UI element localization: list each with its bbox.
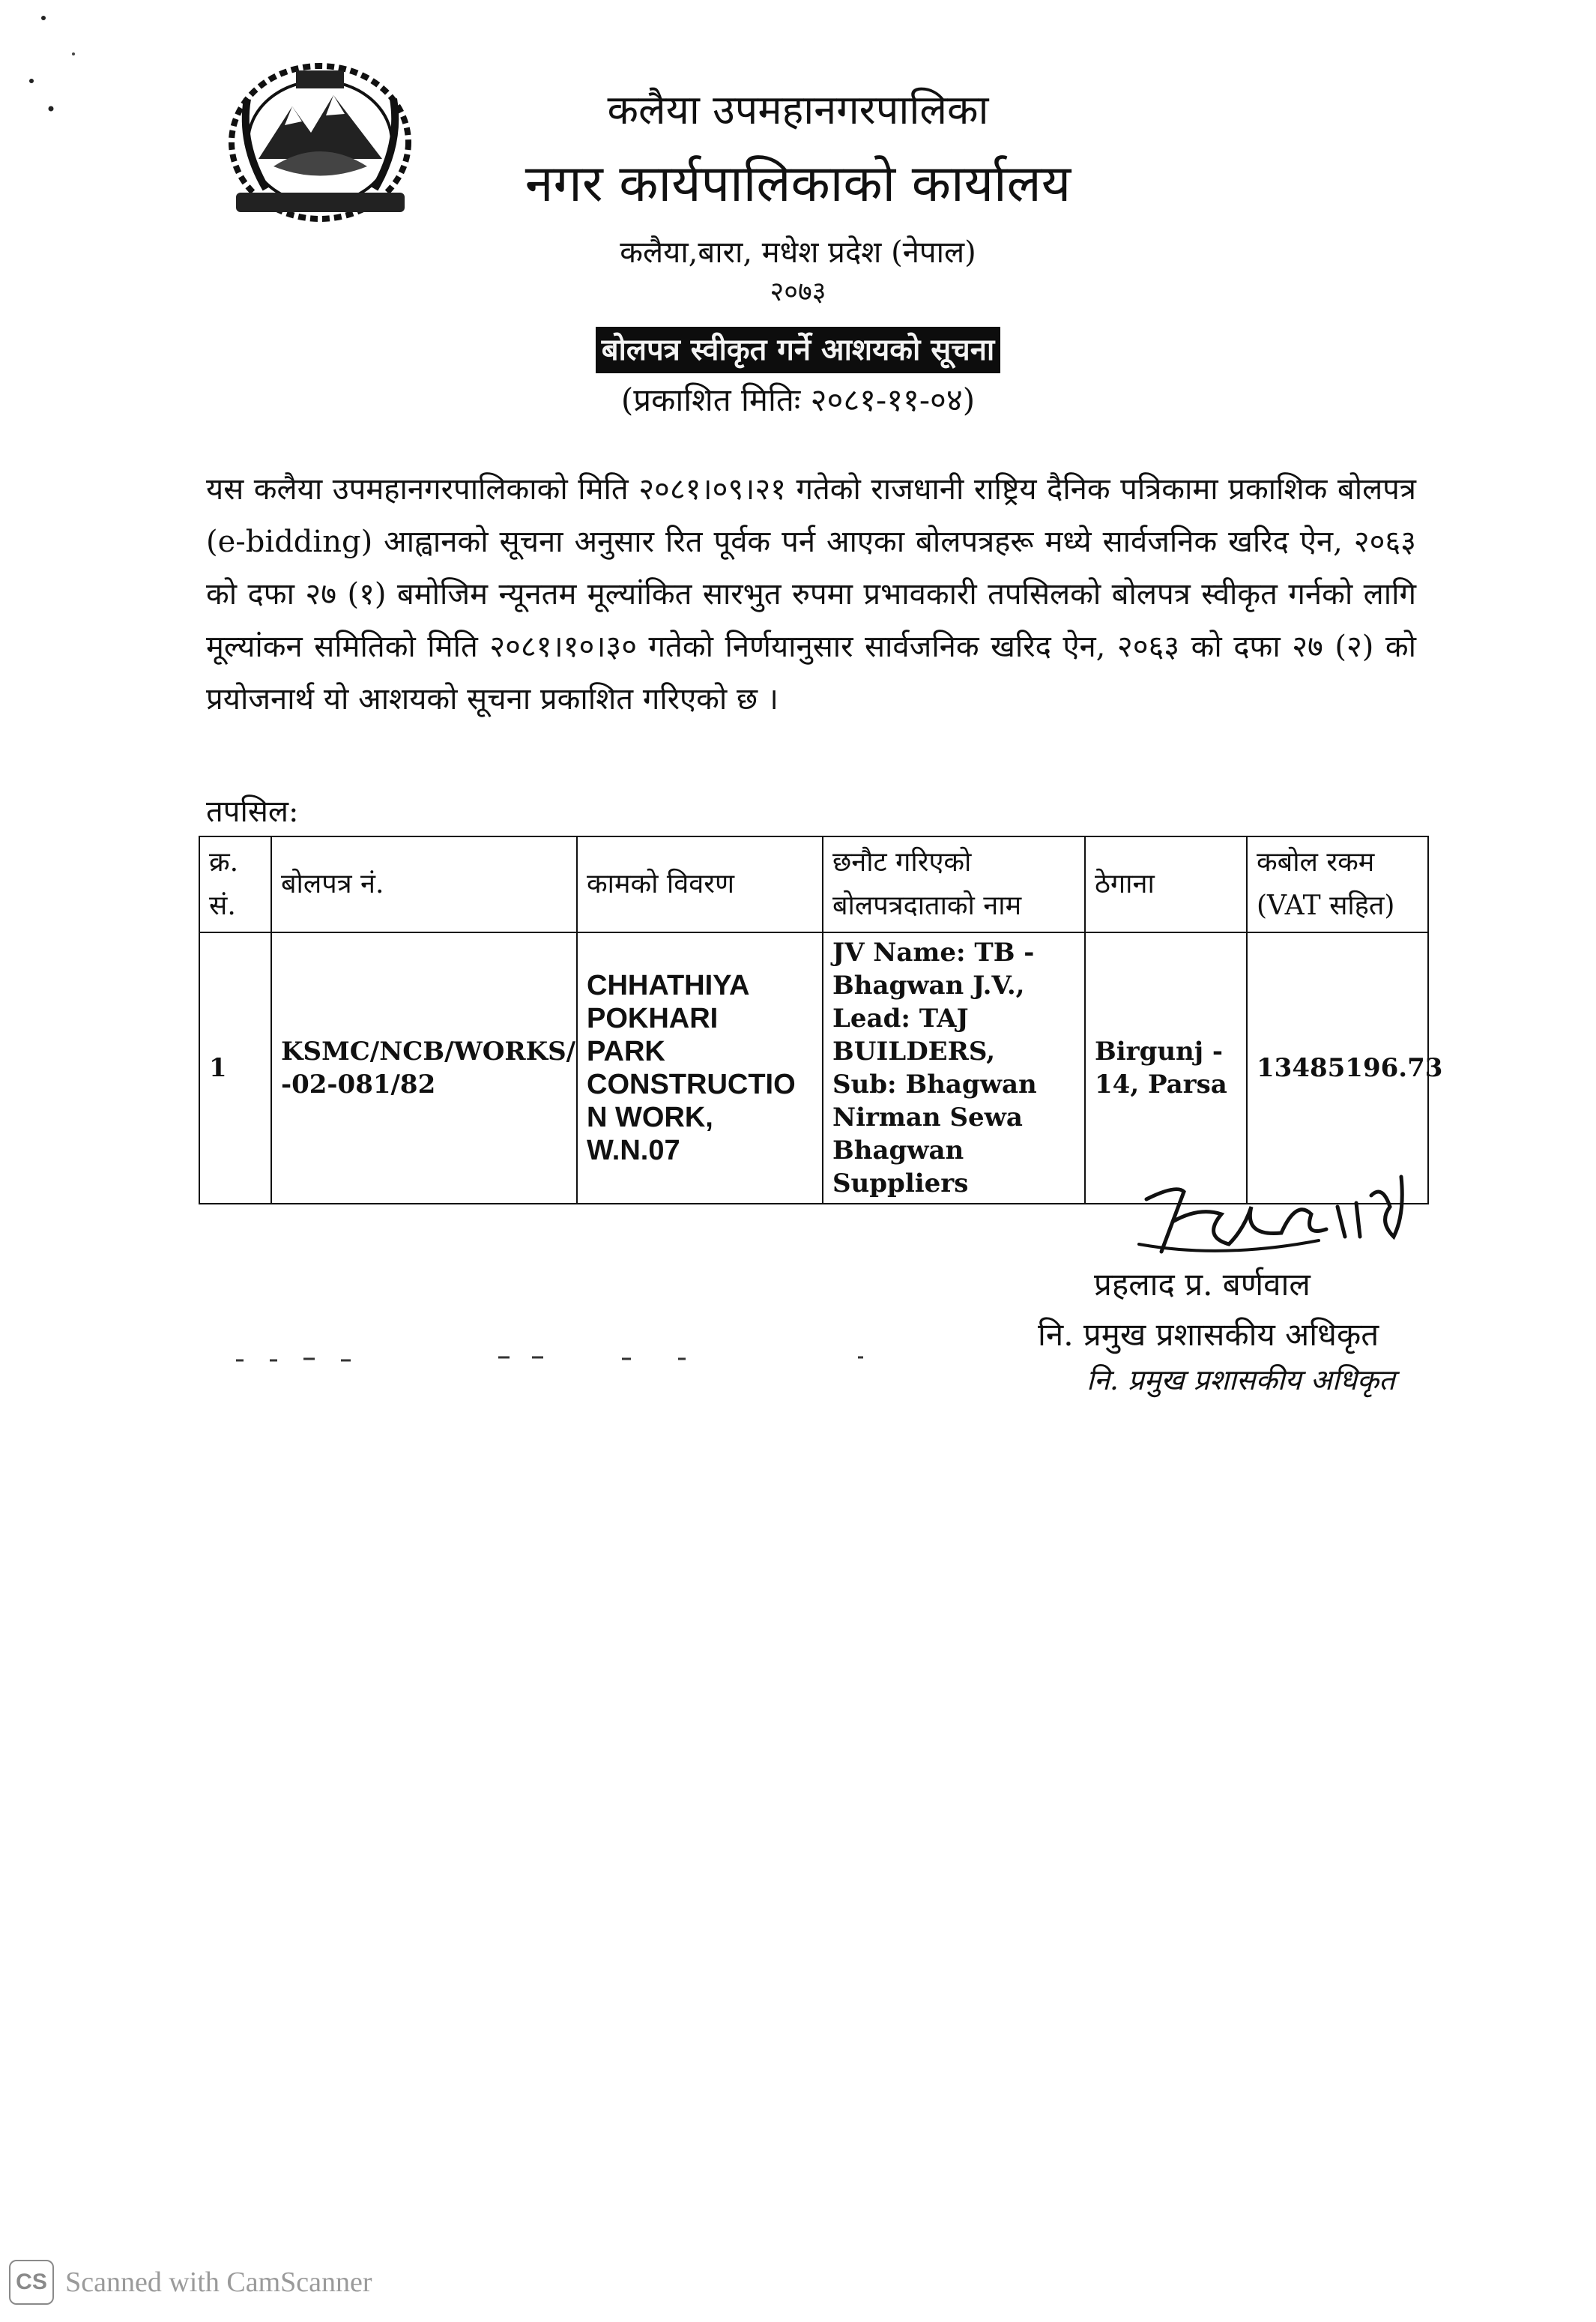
bid-table [199,836,1443,1204]
scanner-text: Scanned with CamScanner [65,2267,372,2298]
header-sn-line1: क्र. [209,847,239,878]
header-amount-line1: कबोल रकम [1257,847,1375,878]
cell-bidder-line6: Nirman Sewa [832,1103,1023,1133]
signature-icon [1131,1154,1431,1274]
official-name: प्रहलाद प्र. बर्णवाल [1094,1266,1311,1303]
header-bidder-line2: बोलपत्रदाताको नाम [832,890,1022,921]
published-date: (प्रकाशित मितिः २०८१-११-०४) [620,382,976,418]
cell-work-line1: CHHATHIYA [587,970,750,1001]
cell-bidder-line7: Bhagwan Suppliers [832,1136,969,1198]
cell-work-desc [577,932,823,1204]
stamp-designation: नि. प्रमुख प्रशासकीय अधिकृत [1086,1363,1395,1396]
office-address: कलैया,बारा, मधेश प्रदेश (नेपाल) [620,235,976,270]
header-amount [1247,836,1428,932]
table-header-row [199,836,1428,932]
header-amount-line2: (VAT सहित) [1257,890,1395,921]
scanner-watermark [9,2260,372,2308]
margin-marks [15,7,90,120]
cell-amount: 13485196.73 [1247,932,1428,1204]
cell-bidder-line3: Lead: TAJ [832,1004,969,1034]
header-work-desc: कामको विवरण [577,836,823,932]
cell-work-line6: W.N.07 [587,1135,680,1166]
cell-bidder-line5: Sub: Bhagwan [832,1070,1037,1100]
header-bidder [823,836,1085,932]
cell-bidder [823,932,1085,1204]
cell-bidder-line1: JV Name: TB - [832,938,1035,968]
header-address: ठेगाना [1085,836,1247,932]
cell-address-line1: Birgunj - [1095,1037,1224,1067]
header-bid-no: बोलपत्र नं. [271,836,577,932]
nepal-emblem-icon [221,54,420,226]
details-label: तपसिल: [206,794,299,829]
office-name: कलैया उपमहानगरपालिका [607,86,989,133]
cell-bid-no-line2: -02-081/82 [281,1070,436,1100]
office-title: नगर कार्यपालिकाको कार्यालय [525,154,1071,214]
official-designation: नि. प्रमुख प्रशासकीय अधिकृत [1038,1316,1379,1353]
cell-work-line2: POKHARI [587,1003,719,1034]
cell-work-line4: CONSTRUCTIO [587,1069,796,1100]
office-code: २०७३ [770,277,826,307]
cell-sn: 1 [199,932,271,1204]
scan-dashes [225,1353,899,1368]
cell-bid-no [271,932,577,1204]
cell-work-line5: N WORK, [587,1102,713,1133]
camscanner-logo: CS [9,2260,54,2305]
cell-bidder-line2: Bhagwan J.V., [832,971,1025,1001]
notice-title-wrap [0,327,1596,373]
cell-work-line3: PARK [587,1036,665,1067]
header-sn [199,836,271,932]
cell-address-line2: 14, Parsa [1095,1070,1227,1100]
header-sn-line2: सं. [209,890,236,921]
notice-body: यस कलैया उपमहानगरपालिकाको मिति २०८१।०९।२१ गतेको राजधानी राष्ट्रिय दैनिक पत्रिकामा प्रकाशिक बोलपत्र (e-bidding) आह्वानको सूचना अनुसार रित पूर्वक पर्न आएका बोलपत्रहरू मध्ये सार्वजनिक खरिद ऐन, २०६३ को दफा २७ (१) बमोजिम न्यूनतम मूल्यांकित सारभुत रुपमा प्रभावकारी तपसिलको बोलपत्र स्वीकृत गर्नको लागि मूल्यांकन समितिको मिति २०८१।१०।३० गतेको निर्णयानुसार सार्वजनिक खरिद ऐन, २०६३ को दफा २७ (२) को प्रयोजनार्थ यो आशयको सूचना प्रकाशित गरिएको छ । [206,472,1416,717]
notice-title: बोलपत्र स्वीकृत गर्ने आशयको सूचना [596,327,1001,373]
cell-bid-no-line1: KSMC/NCB/WORKS/ [281,1037,576,1067]
cell-bidder-line4: BUILDERS, [832,1037,996,1067]
header-bidder-line1: छनौट गरिएको [832,847,972,878]
